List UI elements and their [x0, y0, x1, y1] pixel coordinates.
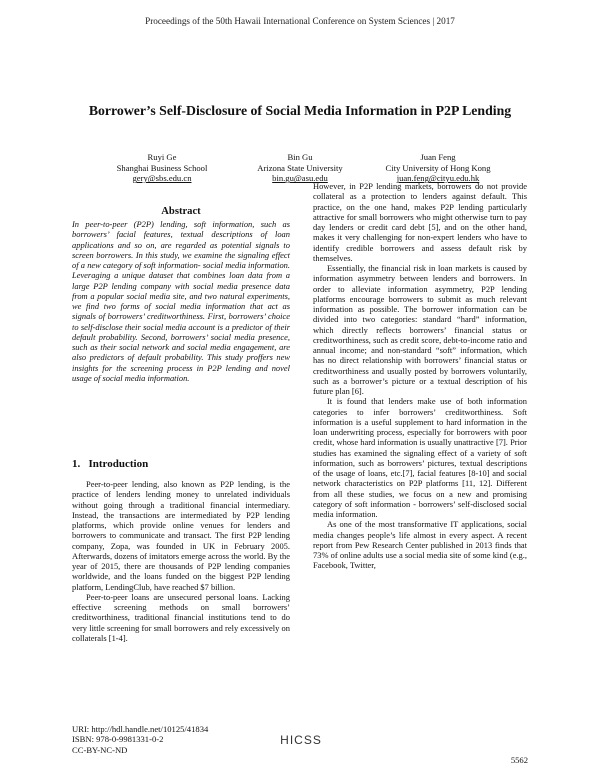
author-affiliation: Shanghai Business School	[116, 162, 208, 173]
author-affiliation: Arizona State University	[257, 162, 343, 173]
section-title: Introduction	[88, 458, 149, 470]
uri-text: URI: http://hdl.handle.net/10125/41834	[72, 724, 209, 734]
paragraph: Essentially, the financial risk in loan markets is caused by information asymmetry between lenders and borrowers. In order to alleviate information asymmetry, P2P lending platforms encourage borrowers to submit as much relevant information as possible. The borrower information can be divided into two categories: standard “hard” information, which directly reflects borrowers’ financial status or creditworthiness, such as credit score, debt-to-income ratio and annual income; and non-standard “soft” information, which has no direct relationship with borrowers’ financial status or creditworthiness and usually posted by borrowers voluntarily, such as a borrower’s picture or a textual description of his future plan [6].	[313, 263, 527, 396]
paragraph: Peer-to-peer loans are unsecured personal loans. Lacking effective screening methods on small borrowers’ creditworthiness, traditional financial institutions tend to do very little screening for small borrowers and rely excessively on collaterals [1-4].	[72, 591, 290, 643]
abstract-body	[72, 219, 290, 383]
author-name: Juan Feng	[420, 152, 456, 162]
paragraph: It is found that lenders make use of both information categories to infer borrowers’ creditworthiness. Soft information is a useful supplement to hard information in the loan underwriting process, especially for borrowers with poor credit, whose hard information is usually unattractive [7]. Prior studies has examined the signaling effect of a variety of soft information, such as borrowers’ pictures, textual descriptions of the usage of loans, etc.[7], facial features [8-10] and social network characteristics on P2P platforms [11, 12]. Different from all these studies, we focus on a new and promising category of soft information - borrowers’ self-disclosed social media information.	[313, 396, 527, 519]
paragraph: However, in P2P lending markets, borrowers do not provide collateral as a protection to lenders against default. This practice, on the one hand, makes P2P lending particularly attractive for small borrowers who might otherwise turn to pay day lenders or credit card debt [5], and on the other hand, makes it very challenging for non-expert lenders who have to identify credible borrowers and assess default risk by themselves.	[313, 181, 527, 263]
section-number: 1.	[72, 458, 81, 470]
page-number: 5562	[510, 755, 528, 765]
author-email[interactable]: bin.gu@asu.edu	[272, 173, 328, 184]
hicss-logo: HICSS	[280, 733, 322, 747]
introduction-body	[72, 479, 290, 643]
author-name: Ruyi Ge	[147, 152, 177, 162]
introduction-heading	[72, 458, 290, 470]
abstract-heading: Abstract	[161, 206, 201, 217]
right-column	[313, 181, 527, 571]
author-email[interactable]: gery@sbs.edu.cn	[132, 173, 192, 184]
author-affiliation: City University of Hong Kong	[385, 162, 491, 173]
running-header: Proceedings of the 50th Hawaii International Conference on System Sciences | 2017	[145, 16, 455, 26]
paper-title: Borrower’s Self-Disclosure of Social Media Information in P2P Lending	[88, 103, 512, 118]
license-text: CC-BY-NC-ND	[72, 744, 128, 755]
author-name: Bin Gu	[287, 152, 313, 162]
author-3	[348, 152, 528, 184]
author-email[interactable]: juan.feng@cityu.edu.hk	[396, 173, 480, 184]
paragraph: As one of the most transformative IT applications, social media changes people’s life almost in every aspect. A recent report from Pew Research Center published in 2013 finds that 73% of online adults use a social media site of some kind (e.g., Facebook, Twitter,	[313, 519, 527, 571]
isbn-text: ISBN: 978-0-9981331-0-2	[72, 734, 164, 745]
footer-info	[72, 724, 208, 755]
abstract-text: In peer-to-peer (P2P) lending, soft information, such as borrowers’ facial features, textual descriptions of loan applications and so on, are regarded as potential signals to screen borrowers. In this study, we examine the signaling effect of a new category of soft information- social media information. Leveraging a unique dataset that combines loan data from a large P2P lending company with social media presence data from a popular social media site, and two natural experiments, we find two forms of social media information that act as signals of borrowers’ creditworthiness. First, borrowers’ choice to self-disclose their social media account is a predictor of their default probability. Second, borrowers’ social media presence, such as their social network and social media engagement, are also predictors of default probability. This study proffers new insights for the screening process in P2P lending and novel usage of social media information.	[72, 219, 290, 383]
paragraph: Peer-to-peer lending, also known as P2P lending, is the practice of lenders lending money to unrelated individuals without going through a traditional financial intermediary. Instead, the transactions are intermediated by P2P lending platforms, which provide online venues for lenders and borrowers to communicate and transact. The first P2P lending company, Zopa, was founded in UK in February 2005. Afterwards, dozens of imitators emerge across the world. By the year of 2015, there are thousands of P2P lending companies worldwide, and the loans funded on the biggest P2P lending platform, LendingClub, have reached $7 billion.	[72, 479, 290, 592]
